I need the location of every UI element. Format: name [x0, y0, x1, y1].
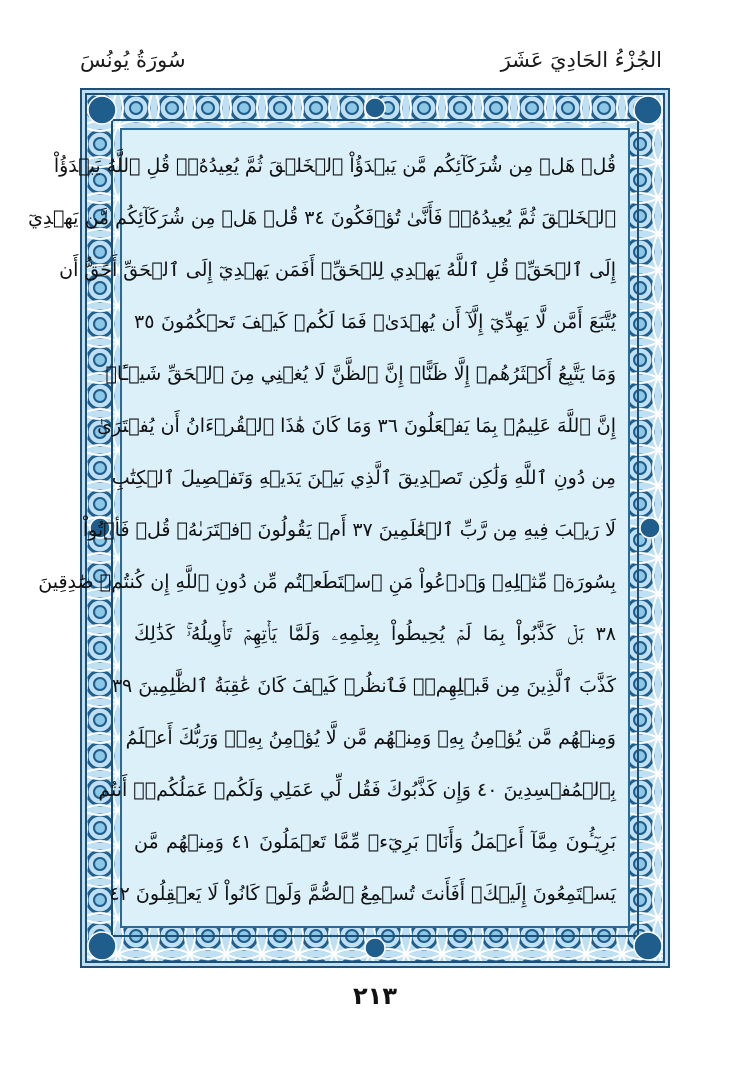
verse-line-4: يُتَّبَعَ أَمَّن لَّا يَهِدِّيٓ إِلَّآ أَن يُهۡدَىٰۖ فَمَا لَكُمۡ كَيۡفَ تَحۡكُمُونَ ٣٥ — [134, 311, 616, 333]
juz-title: الجُزْءُ الحَادِيَ عَشَرَ — [500, 48, 662, 72]
verse-lines — [28, 140, 616, 916]
verse-line-3: إِلَى ٱلۡحَقِّۚ قُلِ ٱللَّهُ يَهۡدِي لِلۡحَقِّۗ أَفَمَن يَهۡدِيٓ إِلَى ٱلۡحَقِّ أَحَقُّ أَن — [59, 259, 616, 281]
verse-line-7: مِن دُونِ ٱللَّهِ وَلَٰكِن تَصۡدِيقَ ٱلَّذِي بَيۡنَ يَدَيۡهِ وَتَفۡصِيلَ ٱلۡكِتَٰبِ — [111, 467, 616, 489]
verse-line-11: كَذَّبَ ٱلَّذِينَ مِن قَبۡلِهِمۡۖ فَٱنظُرۡ كَيۡفَ كَانَ عَٰقِبَةُ ٱلظَّٰلِمِينَ ٣٩ — [111, 675, 616, 697]
verse-line-1: قُلۡ هَلۡ مِن شُرَكَآئِكُم مَّن يَبۡدَؤُاْ ٱلۡخَلۡقَ ثُمَّ يُعِيدُهُۥۚ قُلِ ٱللَّهُ يَبۡدَؤُاْ — [53, 155, 616, 177]
surah-title: سُورَةُ يُونُسَ — [80, 48, 186, 72]
verse-line-15: يَسۡتَمِعُونَ إِلَيۡكَۚ أَفَأَنتَ تُسۡمِعُ ٱلصُّمَّ وَلَوۡ كَانُواْ لَا يَعۡقِلُونَ ٤٢ — [109, 883, 616, 905]
verse-line-10: ٣٨ بَلۡ كَذَّبُواْ بِمَا لَمۡ يُحِيطُواْ بِعِلۡمِهِۦ وَلَمَّا يَأۡتِهِمۡ تَأۡوِيلُهُۥۚ كَذَٰلِكَ — [134, 623, 616, 645]
verse-line-5: وَمَا يَتَّبِعُ أَكۡثَرُهُمۡ إِلَّا ظَنًّاۚ إِنَّ ٱلظَّنَّ لَا يُغۡنِي مِنَ ٱلۡحَقِّ شَيۡـًٔاۚ — [105, 363, 616, 385]
page-number: ٢١٣ — [353, 982, 397, 1010]
verse-line-2: ٱلۡخَلۡقَ ثُمَّ يُعِيدُهُۥۖ فَأَنَّىٰ تُؤۡفَكُونَ ٣٤ قُلۡ هَلۡ مِن شُرَكَآئِكُم مَّن يَهۡدِيٓ — [28, 207, 616, 229]
verse-line-14: بَرِيٓـُٔونَ مِمَّآ أَعۡمَلُ وَأَنَا۠ بَرِيٓءٞ مِّمَّا تَعۡمَلُونَ ٤١ وَمِنۡهُم مَّن — [134, 831, 616, 853]
verse-line-8: لَا رَيۡبَ فِيهِ مِن رَّبِّ ٱلۡعَٰلَمِينَ ٣٧ أَمۡ يَقُولُونَ ٱفۡتَرَىٰهُۖ قُلۡ فَأۡتُواْ — [82, 519, 616, 541]
ornamental-frame — [28, 88, 670, 968]
verse-line-13: بِٱلۡمُفۡسِدِينَ ٤٠ وَإِن كَذَّبُوكَ فَقُل لِّي عَمَلِي وَلَكُمۡ عَمَلُكُمۡۖ أَنتُم — [98, 779, 616, 801]
verse-line-9: بِسُورَةٖ مِّثۡلِهِۦ وَٱدۡعُواْ مَنِ ٱسۡتَطَعۡتُم مِّن دُونِ ٱللَّهِ إِن كُنتُمۡ صَٰدِقِينَ — [38, 571, 616, 593]
verse-line-6: إِنَّ ٱللَّهَ عَلِيمُۢ بِمَا يَفۡعَلُونَ ٣٦ وَمَا كَانَ هَٰذَا ٱلۡقُرۡءَانُ أَن يُفۡتَرَىٰ — [97, 415, 616, 437]
verse-line-12: وَمِنۡهُم مَّن يُؤۡمِنُ بِهِۦ وَمِنۡهُم مَّن لَّا يُؤۡمِنُ بِهِۦۚ وَرَبُّكَ أَعۡلَمُ — [125, 727, 616, 749]
text-area — [28, 128, 630, 928]
